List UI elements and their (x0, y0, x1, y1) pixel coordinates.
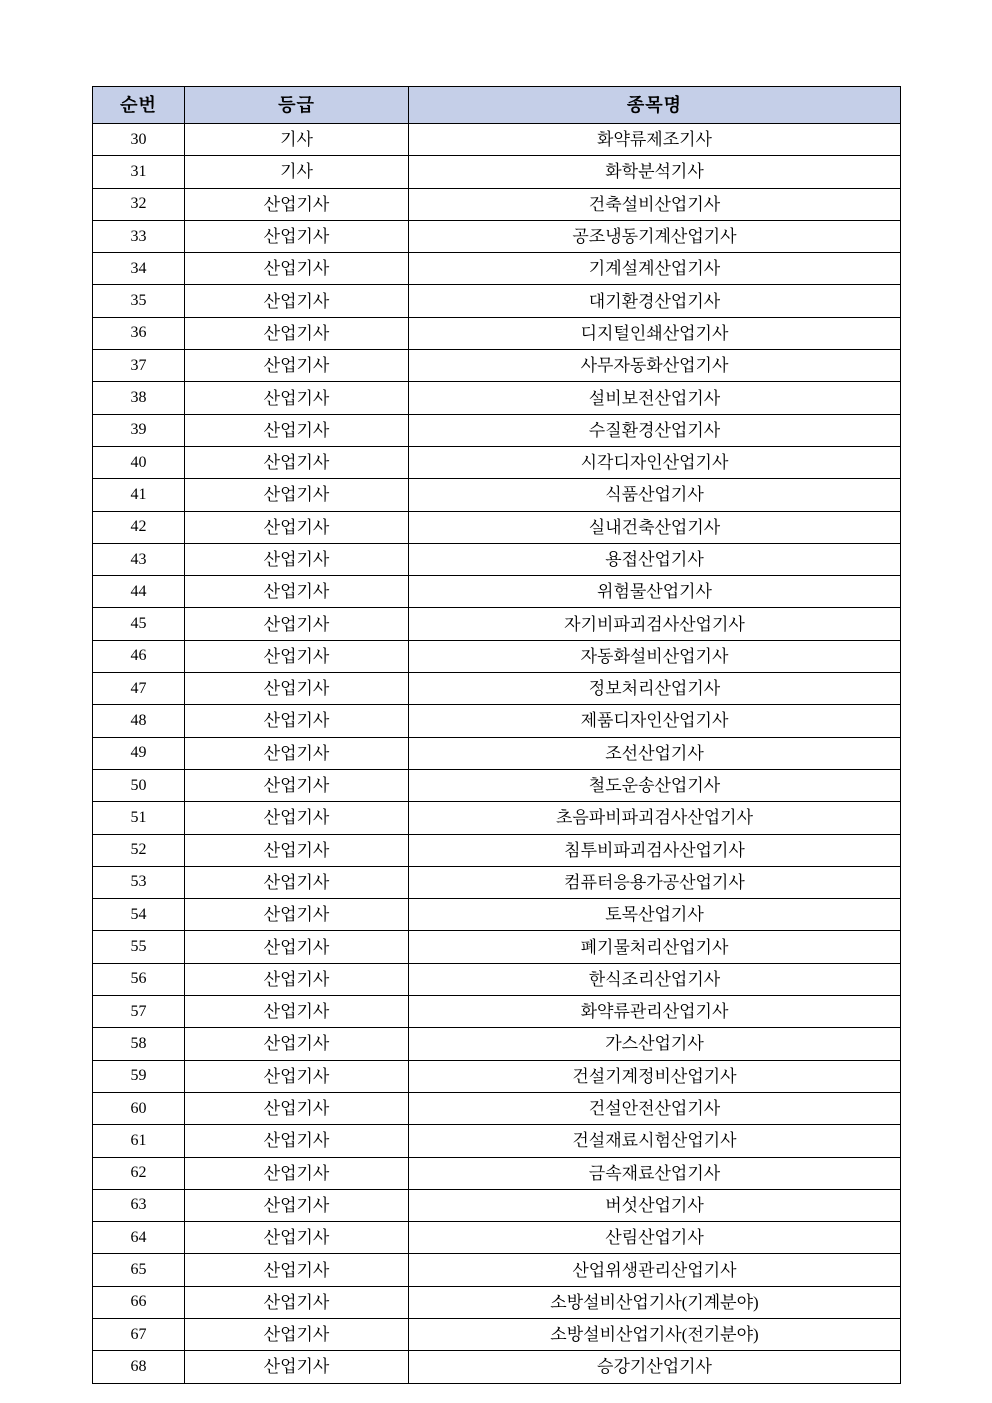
cell-grade: 산업기사 (185, 673, 409, 705)
cell-name: 화학분석기사 (409, 156, 901, 188)
cell-no: 47 (93, 673, 185, 705)
cell-grade: 산업기사 (185, 285, 409, 317)
cell-grade: 산업기사 (185, 1028, 409, 1060)
cell-grade: 산업기사 (185, 1351, 409, 1383)
table-header (93, 87, 901, 124)
cell-name: 기계설계산업기사 (409, 253, 901, 285)
cell-name: 화약류제조기사 (409, 124, 901, 156)
cell-grade: 산업기사 (185, 446, 409, 478)
cell-name: 승강기산업기사 (409, 1351, 901, 1383)
table-row (93, 1028, 901, 1060)
table-row (93, 1222, 901, 1254)
cell-no: 54 (93, 899, 185, 931)
table-row (93, 1286, 901, 1318)
cell-no: 56 (93, 963, 185, 995)
cell-grade: 산업기사 (185, 1060, 409, 1092)
cell-name: 초음파비파괴검사산업기사 (409, 802, 901, 834)
cell-no: 33 (93, 220, 185, 252)
table-row (93, 866, 901, 898)
table-header-row (93, 87, 901, 124)
cell-name: 건축설비산업기사 (409, 188, 901, 220)
cell-grade: 산업기사 (185, 737, 409, 769)
cell-name: 수질환경산업기사 (409, 414, 901, 446)
cell-no: 53 (93, 866, 185, 898)
cell-no: 34 (93, 253, 185, 285)
cell-no: 31 (93, 156, 185, 188)
cell-name: 건설안전산업기사 (409, 1092, 901, 1124)
cell-no: 30 (93, 124, 185, 156)
cell-no: 32 (93, 188, 185, 220)
cell-grade: 기사 (185, 156, 409, 188)
table-row (93, 1254, 901, 1286)
cell-no: 51 (93, 802, 185, 834)
cell-grade: 산업기사 (185, 350, 409, 382)
cell-grade: 산업기사 (185, 576, 409, 608)
table-row (93, 576, 901, 608)
cell-name: 시각디자인산업기사 (409, 446, 901, 478)
cell-name: 소방설비산업기사(기계분야) (409, 1286, 901, 1318)
table-row (93, 931, 901, 963)
table-row (93, 156, 901, 188)
cell-no: 68 (93, 1351, 185, 1383)
cell-grade: 산업기사 (185, 543, 409, 575)
cell-name: 사무자동화산업기사 (409, 350, 901, 382)
table-row (93, 479, 901, 511)
table-row (93, 446, 901, 478)
cell-no: 59 (93, 1060, 185, 1092)
cell-grade: 산업기사 (185, 1318, 409, 1350)
cell-name: 산림산업기사 (409, 1222, 901, 1254)
cell-grade: 산업기사 (185, 188, 409, 220)
table-row (93, 350, 901, 382)
cell-name: 정보처리산업기사 (409, 673, 901, 705)
cell-grade: 산업기사 (185, 1286, 409, 1318)
cell-name: 산업위생관리산업기사 (409, 1254, 901, 1286)
table-row (93, 1189, 901, 1221)
cell-no: 50 (93, 769, 185, 801)
column-header-name: 종목명 (409, 87, 901, 124)
cell-grade: 산업기사 (185, 899, 409, 931)
cell-grade: 산업기사 (185, 414, 409, 446)
cell-no: 43 (93, 543, 185, 575)
table-row (93, 640, 901, 672)
cell-no: 36 (93, 317, 185, 349)
cell-grade: 산업기사 (185, 220, 409, 252)
cell-grade: 기사 (185, 124, 409, 156)
cell-no: 67 (93, 1318, 185, 1350)
table-row (93, 673, 901, 705)
cell-grade: 산업기사 (185, 705, 409, 737)
cell-grade: 산업기사 (185, 608, 409, 640)
cell-no: 48 (93, 705, 185, 737)
cell-grade: 산업기사 (185, 1092, 409, 1124)
cell-grade: 산업기사 (185, 769, 409, 801)
cell-name: 한식조리산업기사 (409, 963, 901, 995)
cell-grade: 산업기사 (185, 866, 409, 898)
table-row (93, 1125, 901, 1157)
table-row (93, 802, 901, 834)
cell-grade: 산업기사 (185, 382, 409, 414)
cell-name: 건설재료시험산업기사 (409, 1125, 901, 1157)
table-row (93, 253, 901, 285)
cell-grade: 산업기사 (185, 931, 409, 963)
cell-name: 자동화설비산업기사 (409, 640, 901, 672)
table-row (93, 834, 901, 866)
cell-name: 철도운송산업기사 (409, 769, 901, 801)
cell-name: 자기비파괴검사산업기사 (409, 608, 901, 640)
cell-no: 37 (93, 350, 185, 382)
cell-grade: 산업기사 (185, 834, 409, 866)
cell-name: 위험물산업기사 (409, 576, 901, 608)
cell-no: 39 (93, 414, 185, 446)
cell-name: 건설기계정비산업기사 (409, 1060, 901, 1092)
cell-grade: 산업기사 (185, 1189, 409, 1221)
table-row (93, 317, 901, 349)
table-body (93, 124, 901, 1384)
table-row (93, 608, 901, 640)
cell-no: 52 (93, 834, 185, 866)
cell-grade: 산업기사 (185, 963, 409, 995)
table-row (93, 1092, 901, 1124)
cell-grade: 산업기사 (185, 511, 409, 543)
cell-name: 폐기물처리산업기사 (409, 931, 901, 963)
cell-no: 40 (93, 446, 185, 478)
cell-name: 소방설비산업기사(전기분야) (409, 1318, 901, 1350)
cell-name: 식품산업기사 (409, 479, 901, 511)
table-row (93, 737, 901, 769)
cell-no: 41 (93, 479, 185, 511)
cell-name: 침투비파괴검사산업기사 (409, 834, 901, 866)
cell-grade: 산업기사 (185, 1157, 409, 1189)
column-header-no: 순번 (93, 87, 185, 124)
table-row (93, 188, 901, 220)
cell-grade: 산업기사 (185, 802, 409, 834)
table-row (93, 705, 901, 737)
cell-name: 제품디자인산업기사 (409, 705, 901, 737)
cell-grade: 산업기사 (185, 253, 409, 285)
cell-no: 66 (93, 1286, 185, 1318)
table-row (93, 1157, 901, 1189)
cell-grade: 산업기사 (185, 317, 409, 349)
cell-no: 55 (93, 931, 185, 963)
cell-grade: 산업기사 (185, 1254, 409, 1286)
cell-no: 63 (93, 1189, 185, 1221)
table-row (93, 511, 901, 543)
table-row (93, 1318, 901, 1350)
cell-no: 61 (93, 1125, 185, 1157)
table-row (93, 1060, 901, 1092)
table-row (93, 285, 901, 317)
cell-name: 실내건축산업기사 (409, 511, 901, 543)
cell-name: 조선산업기사 (409, 737, 901, 769)
table-row (93, 382, 901, 414)
cell-name: 토목산업기사 (409, 899, 901, 931)
cell-grade: 산업기사 (185, 1222, 409, 1254)
cell-grade: 산업기사 (185, 479, 409, 511)
table-row (93, 963, 901, 995)
table-row (93, 996, 901, 1028)
cell-no: 45 (93, 608, 185, 640)
table-row (93, 414, 901, 446)
column-header-grade: 등급 (185, 87, 409, 124)
cell-name: 화약류관리산업기사 (409, 996, 901, 1028)
cell-name: 금속재료산업기사 (409, 1157, 901, 1189)
cell-grade: 산업기사 (185, 996, 409, 1028)
cell-name: 대기환경산업기사 (409, 285, 901, 317)
table-row (93, 543, 901, 575)
cell-no: 38 (93, 382, 185, 414)
cell-name: 컴퓨터응용가공산업기사 (409, 866, 901, 898)
certification-table (92, 86, 901, 1384)
cell-name: 공조냉동기계산업기사 (409, 220, 901, 252)
cell-no: 64 (93, 1222, 185, 1254)
table-row (93, 124, 901, 156)
cell-no: 57 (93, 996, 185, 1028)
table-row (93, 899, 901, 931)
cell-name: 버섯산업기사 (409, 1189, 901, 1221)
cell-no: 65 (93, 1254, 185, 1286)
cell-name: 용접산업기사 (409, 543, 901, 575)
cell-name: 가스산업기사 (409, 1028, 901, 1060)
cell-grade: 산업기사 (185, 640, 409, 672)
cell-no: 58 (93, 1028, 185, 1060)
cell-no: 42 (93, 511, 185, 543)
table-row (93, 1351, 901, 1383)
cell-name: 설비보전산업기사 (409, 382, 901, 414)
cell-name: 디지털인쇄산업기사 (409, 317, 901, 349)
cell-no: 49 (93, 737, 185, 769)
cell-grade: 산업기사 (185, 1125, 409, 1157)
cell-no: 60 (93, 1092, 185, 1124)
table-row (93, 769, 901, 801)
cell-no: 35 (93, 285, 185, 317)
cell-no: 46 (93, 640, 185, 672)
table-row (93, 220, 901, 252)
cell-no: 44 (93, 576, 185, 608)
cell-no: 62 (93, 1157, 185, 1189)
